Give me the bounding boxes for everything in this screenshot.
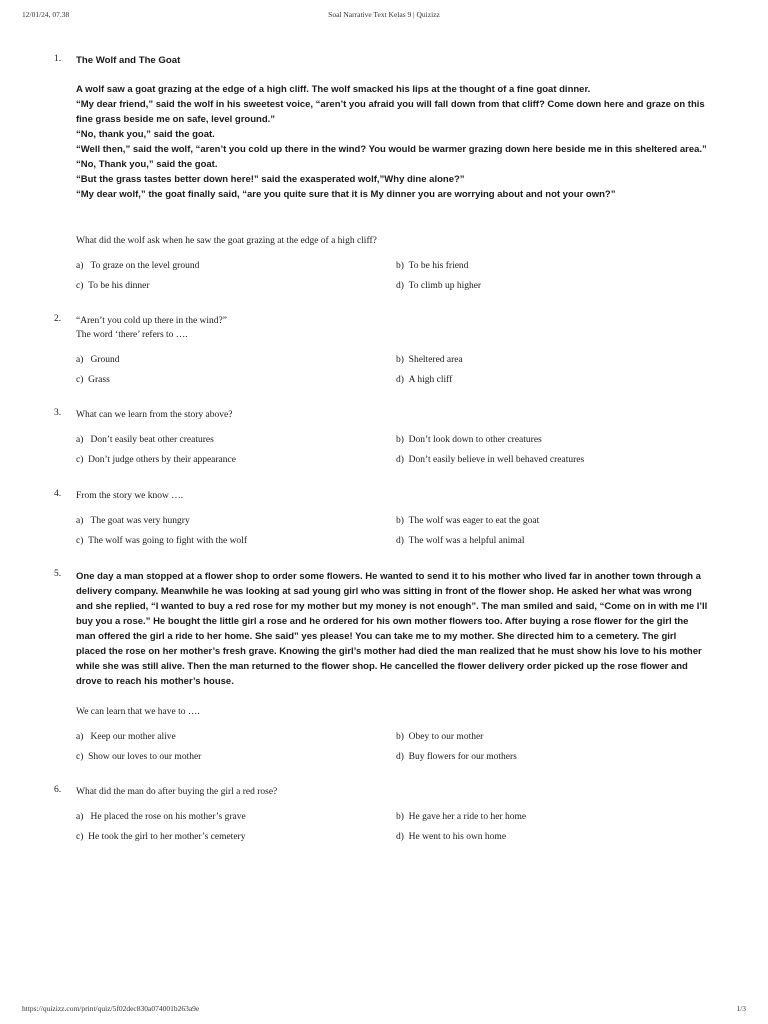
page-header [22,10,746,22]
question-number: 3. [54,408,62,418]
passage-paragraph: “My dear friend,” said the wolf in his sweetest voice, “aren’t you afraid you will fall down from that cliff? Come down here and graze on this fine grass beside me on safe, level ground.” [76,99,705,125]
option-b[interactable]: b) Obey to our mother [396,732,484,742]
option-b[interactable]: b) Sheltered area [396,355,463,365]
question-prompt-line: The word ‘there’ refers to …. [76,330,188,340]
print-datetime: 12/01/24, 07.38 [22,10,70,19]
question-number: 5. [54,569,62,579]
option-b[interactable]: b) Don’t look down to other creatures [396,435,542,445]
page-title: Soal Narrative Text Kelas 9 | Quizizz [328,10,440,19]
option-a[interactable]: a) He placed the rose on his mother’s grave [76,812,246,822]
option-d[interactable]: d) Buy flowers for our mothers [396,752,517,762]
option-d[interactable]: d) To climb up higher [396,281,482,291]
option-a[interactable]: a) The goat was very hungry [76,516,190,526]
passage-paragraph: “No, thank you,” said the goat. [76,129,215,140]
option-b[interactable]: b) He gave her a ride to her home [396,812,527,822]
question-number: 4. [54,489,62,499]
question-prompt: What did the man do after buying the girl a red rose? [76,787,278,797]
passage-paragraph: “My dear wolf,” the goat finally said, “are you quite sure that it is My dinner you are worrying about and not your own?” [76,189,616,200]
option-d[interactable]: d) A high cliff [396,375,453,385]
option-c[interactable]: c) To be his dinner [76,281,150,291]
question-number: 1. [54,54,62,64]
passage-paragraph: “No, Thank you,” said the goat. [76,159,218,170]
option-c[interactable]: c) The wolf was going to fight with the wolf [76,536,247,546]
question-prompt: What did the wolf ask when he saw the goat grazing at the edge of a high cliff? [76,236,377,246]
option-c[interactable]: c) He took the girl to her mother’s cemetery [76,832,246,842]
question-prompt: From the story we know …. [76,491,184,501]
quiz-url[interactable]: https://quizizz.com/print/quiz/5f02dec830a074001b263a9e [22,1004,200,1013]
passage-paragraph: “But the grass tastes better down here!” said the exasperated wolf,”Why dine alone?” [76,174,465,185]
option-a[interactable]: a) Don’t easily beat other creatures [76,435,214,445]
question-number: 6. [54,785,62,795]
passage-paragraph: A wolf saw a goat grazing at the edge of a high cliff. The wolf smacked his lips at the thought of a fine goat dinner. [76,84,591,95]
question-number: 2. [54,314,62,324]
passage-paragraph: One day a man stopped at a flower shop to order some flowers. He wanted to send it to his mother who lived far in another town through a delivery company. Meanwhile he was looking at sad young girl who was sitting in front of the flower shop. He asked her what was wrong and she replied, “I wanted to buy a red rose for my mother but my money is not enough”. The man smiled and said, “Come on in with me I’ll buy you a rose.” He bought the little girl a rose and he ordered for his own mother flowers too. After buying a rose flower for the girl the man offered the girl a ride to her home. She said” yes please! You can take me to my mother. She directed him to a cemetery. The girl placed the rose on her mother’s fresh grave. Knowing the girl’s mother had died the man realized that he must show his love to his mother while she was still alive. Then the man returned to the flower shop. He cancelled the flower delivery order picked up the rose flower and drove to reach his mother’s house. [76,571,708,687]
option-b[interactable]: b) To be his friend [396,261,469,271]
story-passage [76,569,708,689]
story-passage [76,82,708,202]
page-number: 1/3 [736,1004,746,1013]
passage-paragraph: “Well then,” said the wolf, “aren’t you cold up there in the wind? You would be warmer grazing down here beside me in this sheltered area.” [76,144,707,155]
question-prompt: We can learn that we have to …. [76,707,200,717]
option-a[interactable]: a) To graze on the level ground [76,261,200,271]
option-c[interactable]: c) Show our loves to our mother [76,752,202,762]
story-title: The Wolf and The Goat [76,55,181,66]
question-prompt: “Aren’t you cold up there in the wind?” [76,316,227,326]
option-d[interactable]: d) Don’t easily believe in well behaved creatures [396,455,585,465]
option-b[interactable]: b) The wolf was eager to eat the goat [396,516,540,526]
page-footer [22,1004,746,1016]
question-prompt: What can we learn from the story above? [76,410,233,420]
option-d[interactable]: d) He went to his own home [396,832,507,842]
option-c[interactable]: c) Grass [76,375,110,385]
option-a[interactable]: a) Ground [76,355,120,365]
option-a[interactable]: a) Keep our mother alive [76,732,176,742]
option-d[interactable]: d) The wolf was a helpful animal [396,536,525,546]
option-c[interactable]: c) Don’t judge others by their appearance [76,455,236,465]
